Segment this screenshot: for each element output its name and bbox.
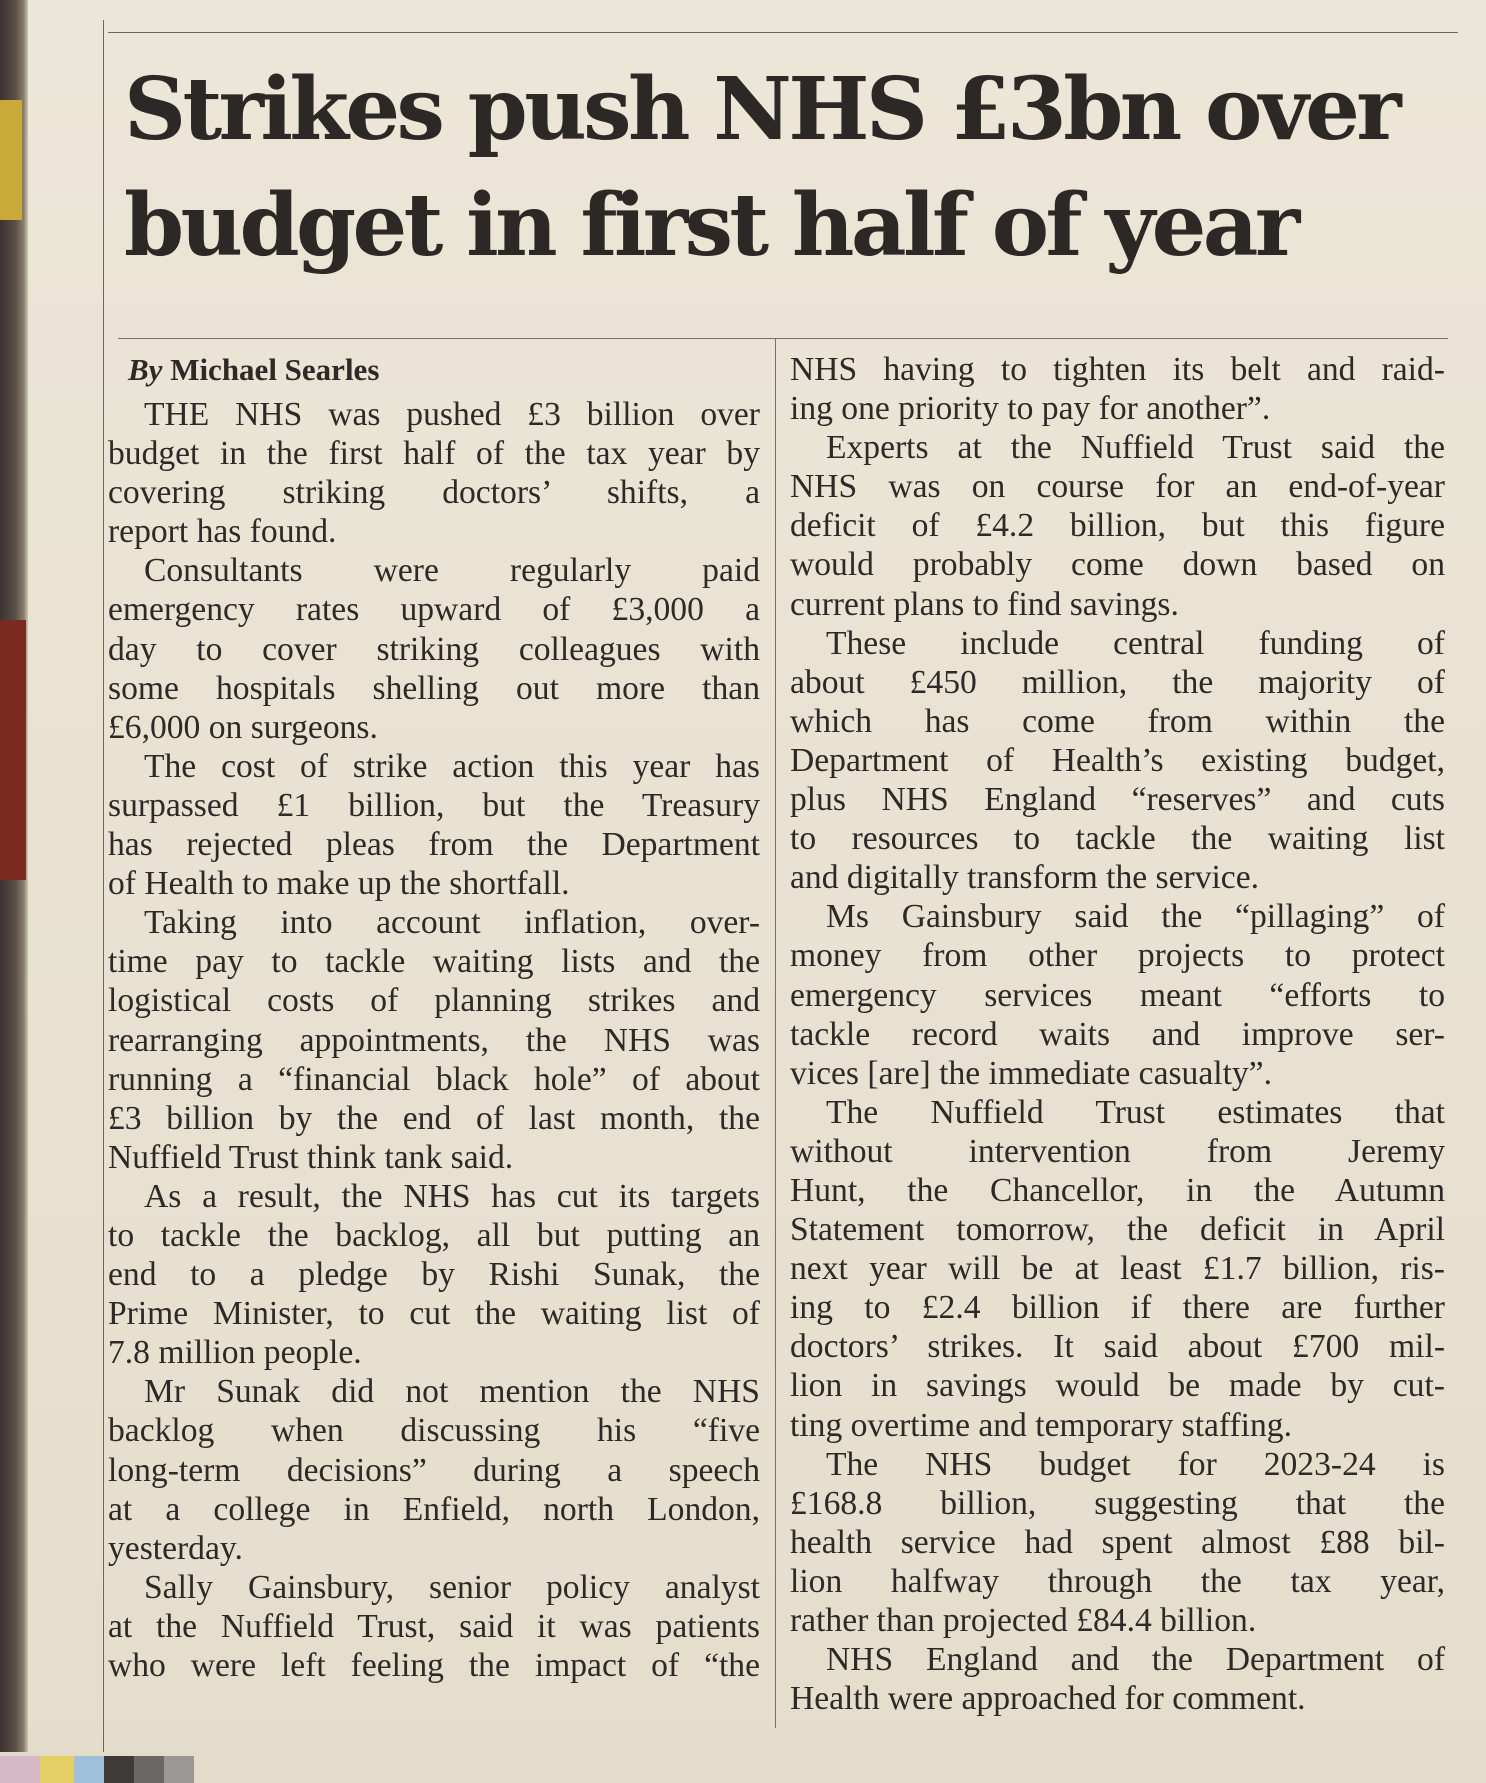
- article-text-line: ting overtime and temporary staffing.: [790, 1406, 1292, 1444]
- adjacent-page-edge: [0, 0, 28, 1783]
- article-text-line: The cost of strike action this year has: [144, 747, 760, 785]
- article-text-line: yesterday.: [108, 1529, 243, 1567]
- article-text-line: Mr Sunak did not mention the NHS: [144, 1373, 760, 1411]
- article-text-line: next year will be at least £1.7 billion, ris-: [790, 1250, 1445, 1288]
- article-text-line: The Nuffield Trust estimates that: [826, 1093, 1445, 1131]
- article-text-line: Ms Gainsbury said the “pillaging” of: [826, 898, 1445, 936]
- article-text-line: running a “financial black hole” of about: [108, 1060, 760, 1098]
- article-text-line: emergency rates upward of £3,000 a: [108, 591, 760, 629]
- article-text-line: logistical costs of planning strikes and: [108, 982, 760, 1020]
- article-text-line: at a college in Enfield, north London,: [108, 1490, 760, 1528]
- article-text-line: health service had spent almost £88 bil-: [790, 1523, 1445, 1561]
- article-text-line: Experts at the Nuffield Trust said the: [826, 429, 1445, 467]
- print-color-swatch: [0, 1756, 40, 1783]
- article-column-left: [108, 350, 760, 1685]
- bottom-page-edge: [0, 1752, 1486, 1783]
- article-text-line: ing one priority to pay for another”.: [790, 390, 1271, 428]
- article-text-line: ing to £2.4 billion if there are further: [790, 1289, 1445, 1327]
- article-text-line: budget in the first half of the tax year by: [108, 435, 760, 473]
- article-text-line: emergency services meant “efforts to: [790, 976, 1445, 1014]
- article-text-line: Sally Gainsbury, senior policy analyst: [144, 1568, 760, 1606]
- article-text-line: plus NHS England “reserves” and cuts: [790, 781, 1445, 819]
- article-text-line: These include central funding of: [826, 624, 1445, 662]
- article-text-line: THE NHS was pushed £3 billion over: [144, 396, 760, 433]
- article-text-line: Consultants were regularly paid: [144, 552, 760, 590]
- print-color-swatch: [40, 1756, 74, 1783]
- print-color-swatch: [104, 1756, 134, 1783]
- article-text-line: long-term decisions” during a speech: [108, 1451, 760, 1489]
- article-text-line: Hunt, the Chancellor, in the Autumn: [790, 1171, 1445, 1209]
- article-text-line: report has found.: [108, 513, 337, 551]
- article-text-line: lion in savings would be made by cut-: [790, 1367, 1445, 1405]
- article-text-line: tackle record waits and improve ser-: [790, 1015, 1445, 1053]
- article-text-line: NHS England and the Department of: [826, 1641, 1445, 1679]
- article-text-line: £3 billion by the end of last month, the: [108, 1099, 760, 1137]
- article-text-line: to tackle the backlog, all but putting an: [108, 1216, 760, 1254]
- print-color-swatch: [164, 1756, 194, 1783]
- article-text-line: Department of Health’s existing budget,: [790, 741, 1445, 779]
- headline-line: budget in first half of year: [124, 175, 1297, 276]
- headline-line: Strikes push NHS £3bn over: [124, 59, 1398, 160]
- article-text-line: Taking into account inflation, over-: [144, 904, 760, 942]
- article-text-line: £168.8 billion, suggesting that the: [790, 1484, 1445, 1522]
- article-text-line: some hospitals shelling out more than: [108, 669, 760, 707]
- article-text-line: money from other projects to protect: [790, 937, 1445, 975]
- article-text-line: NHS was on course for an end-of-year: [790, 468, 1445, 506]
- article-text-line: The NHS budget for 2023-24 is: [826, 1445, 1445, 1483]
- article-text-line: Statement tomorrow, the deficit in April: [790, 1211, 1445, 1249]
- article-text-line: covering striking doctors’ shifts, a: [108, 474, 760, 512]
- left-border-rule: [103, 20, 104, 1760]
- article-text-line: Prime Minister, to cut the waiting list of: [108, 1295, 760, 1333]
- article-text-line: £6,000 on surgeons.: [108, 708, 378, 746]
- headline-divider: [118, 338, 1448, 339]
- article-text-line: As a result, the NHS has cut its targets: [144, 1177, 760, 1215]
- byline-prefix: By: [128, 352, 163, 387]
- article-text-line: rearranging appointments, the NHS was: [108, 1021, 760, 1059]
- article-text-line: to resources to tackle the waiting list: [790, 820, 1445, 858]
- article-text-line: has rejected pleas from the Department: [108, 826, 760, 864]
- article-text-line: day to cover striking colleagues with: [108, 630, 760, 668]
- headline: [124, 52, 1454, 284]
- article-column-right: [790, 350, 1445, 1718]
- article-text-line: doctors’ strikes. It said about £700 mil-: [790, 1328, 1445, 1366]
- article-text-line: without intervention from Jeremy: [790, 1132, 1445, 1170]
- article-text-line: of Health to make up the shortfall.: [108, 865, 570, 903]
- article-text-line: rather than projected £84.4 billion.: [790, 1602, 1257, 1639]
- article-text-line: 7.8 million people.: [108, 1334, 362, 1372]
- article-text-line: which has come from within the: [790, 702, 1445, 740]
- article-text-line: who were left feeling the impact of “the: [108, 1647, 760, 1684]
- article-text-line: lion halfway through the tax year,: [790, 1562, 1445, 1600]
- article-text-line: time pay to tackle waiting lists and the: [108, 943, 760, 981]
- article-text-line: backlog when discussing his “five: [108, 1412, 760, 1450]
- article-text-line: Health were approached for comment.: [790, 1680, 1306, 1718]
- article-text-line: end to a pledge by Rishi Sunak, the: [108, 1256, 760, 1294]
- print-color-swatch: [74, 1756, 104, 1783]
- byline: [108, 350, 760, 395]
- column-divider: [775, 338, 776, 1728]
- article-text-line: at the Nuffield Trust, said it was patients: [108, 1607, 760, 1645]
- article-text-line: vices [are] the immediate casualty”.: [790, 1054, 1272, 1092]
- article-text-line: surpassed £1 billion, but the Treasury: [108, 786, 760, 824]
- byline-author: Michael Searles: [170, 352, 380, 387]
- print-color-swatch: [134, 1756, 164, 1783]
- article-text-line: about £450 million, the majority of: [790, 663, 1445, 701]
- article-text-line: NHS having to tighten its belt and raid-: [790, 351, 1445, 388]
- article-text-line: Nuffield Trust think tank said.: [108, 1138, 514, 1176]
- article-text-line: and digitally transform the service.: [790, 859, 1260, 897]
- article-text-line: deficit of £4.2 billion, but this figure: [790, 507, 1445, 545]
- article-text-line: would probably come down based on: [790, 546, 1445, 584]
- top-border-rule: [108, 32, 1458, 33]
- article-text-line: current plans to find savings.: [790, 585, 1179, 623]
